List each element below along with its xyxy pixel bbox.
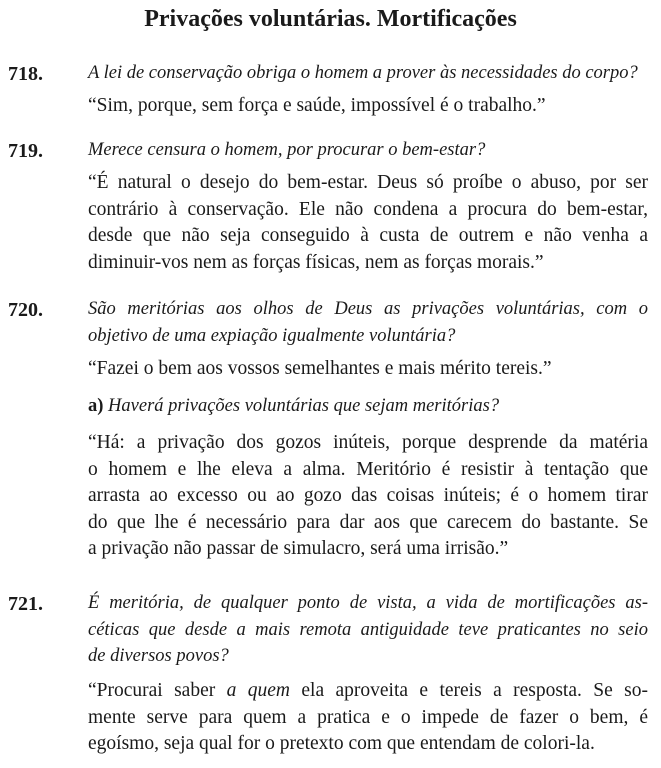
answer-719: “É natural o desejo do bem-estar. Deus só proíbe o abuso, por ser contrário à conservação. Ele não condena a procura do bem-estar, desde que não seja conseguido à custa de outrem e não venha a diminuir-vos nem as forças físicas, nem as forças morais.” (88, 172, 648, 273)
question-number-718: 718. (8, 63, 43, 85)
question-number-720: 720. (8, 299, 43, 321)
question-number-721: 721. (8, 593, 43, 615)
answer-720: “Fazei o bem aos vossos semelhantes e mais mérito tereis.” (88, 358, 552, 379)
sub-question-label: a) (88, 396, 104, 416)
question-718: A lei de conservação obriga o homem a prover às necessidades do corpo? (88, 63, 638, 83)
section-title: Privações voluntárias. Mortificações (144, 6, 517, 32)
answer-718: “Sim, porque, sem força e saúde, impossível é o trabalho.” (88, 95, 546, 116)
emphasis-a-quem: a quem (226, 680, 290, 701)
question-721: É meritória, de qualquer ponto de vista, a vida de mortificações as- céticas que desde a mais remota antiguidade teve praticantes no seio de diversos povos? (88, 593, 648, 667)
sub-question-720a: a) Haverá privações voluntárias que sejam meritórias? (88, 396, 500, 416)
question-719: Merece censura o homem, por procurar o bem-estar? (88, 140, 486, 160)
sub-answer-720a: “Há: a privação dos gozos inúteis, porque desprende da matéria o homem e lhe eleva a alma. Meritório é resistir à tentação que arrasta ao excesso ou ao gozo das coisas inúteis; é o homem tirar do que lhe é necessário para dar aos que carecem do bastante. Se a privação não passar de simulacro, será uma irrisão.” (88, 432, 648, 560)
question-720: São meritórias aos olhos de Deus as privações voluntárias, com o objetivo de uma expiação igualmente voluntária? (88, 299, 648, 346)
answer-721: “Procurai saber a quem ela aproveita e tereis a resposta. Se so- mente serve para quem a pratica e o impede de fazer o bem, é egoísmo, seja qual for o pretexto com que entendam de colori-la. (88, 680, 648, 755)
question-number-719: 719. (8, 140, 43, 162)
